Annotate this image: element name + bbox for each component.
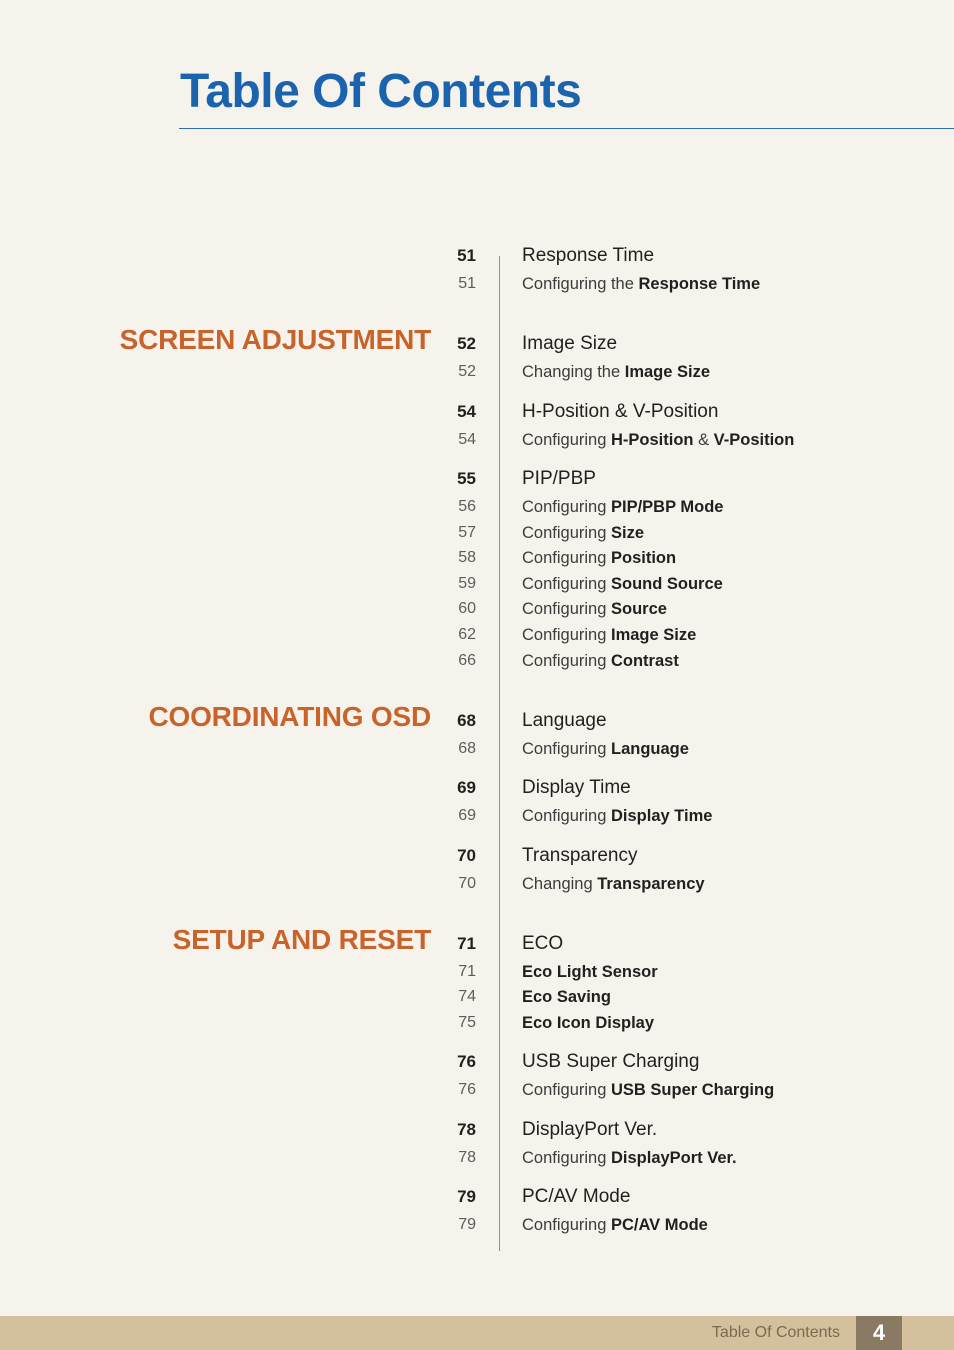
section-heading-setup-and-reset: SETUP AND RESET bbox=[172, 924, 431, 955]
toc-page-number: 69 bbox=[458, 807, 476, 824]
toc-entry-label: Configuring PIP/PBP Mode bbox=[522, 498, 724, 516]
toc-entry-label: Eco Icon Display bbox=[522, 1014, 655, 1032]
toc-page-number: 51 bbox=[458, 275, 476, 292]
page-title: Table Of Contents bbox=[180, 65, 582, 118]
toc-page-number: 58 bbox=[458, 549, 476, 566]
toc-subentry-row[interactable] bbox=[0, 272, 954, 296]
toc-subentry-row[interactable] bbox=[0, 546, 954, 570]
toc-entry-label: PC/AV Mode bbox=[522, 1186, 631, 1207]
toc-heading-row[interactable] bbox=[0, 400, 954, 424]
toc-entry-label: USB Super Charging bbox=[522, 1051, 700, 1072]
toc-entry-label: Configuring Source bbox=[522, 600, 667, 618]
toc-entry-label: Configuring Display Time bbox=[522, 807, 713, 825]
section-heading-coordinating-osd: COORDINATING OSD bbox=[148, 701, 431, 732]
toc-page-number: 79 bbox=[457, 1187, 476, 1206]
toc-page-number: 69 bbox=[457, 778, 476, 797]
toc-page-number: 59 bbox=[458, 575, 476, 592]
toc-page-number: 68 bbox=[457, 711, 476, 730]
toc-heading-row[interactable] bbox=[0, 932, 954, 956]
toc-subentry-row[interactable] bbox=[0, 960, 954, 984]
toc-entry-label: Configuring USB Super Charging bbox=[522, 1081, 775, 1099]
toc-entry-label: Changing the Image Size bbox=[522, 363, 711, 381]
title-rule bbox=[179, 128, 954, 129]
toc-page-number: 52 bbox=[457, 334, 476, 353]
toc-heading-row[interactable] bbox=[0, 244, 954, 268]
toc-subentry-row[interactable] bbox=[0, 428, 954, 452]
toc-page-number: 52 bbox=[458, 363, 476, 380]
toc-entry-label: Configuring Contrast bbox=[522, 652, 679, 670]
toc-page-number: 55 bbox=[457, 469, 476, 488]
toc-entry-label: Language bbox=[522, 710, 607, 731]
toc-heading-row[interactable] bbox=[0, 844, 954, 868]
toc-page-number: 76 bbox=[458, 1081, 476, 1098]
toc-page-number: 74 bbox=[458, 988, 476, 1005]
toc-page-number: 70 bbox=[457, 846, 476, 865]
toc-heading-row[interactable] bbox=[0, 1185, 954, 1209]
toc-entry-label: Response Time bbox=[522, 245, 655, 266]
toc-entry-label: ECO bbox=[522, 933, 564, 954]
toc-entry-label: DisplayPort Ver. bbox=[522, 1119, 658, 1140]
toc-page-number: 56 bbox=[458, 498, 476, 515]
toc-page-number: 54 bbox=[458, 431, 476, 448]
toc-subentry-row[interactable] bbox=[0, 804, 954, 828]
toc-entry-label: Configuring Sound Source bbox=[522, 575, 723, 593]
toc-entry-label: Configuring H-Position & V-Position bbox=[522, 431, 795, 449]
toc-subentry-row[interactable] bbox=[0, 597, 954, 621]
page-number: 4 bbox=[856, 1316, 902, 1350]
toc-subentry-row[interactable] bbox=[0, 1078, 954, 1102]
toc-subentry-row[interactable] bbox=[0, 649, 954, 673]
toc-page-number: 78 bbox=[457, 1120, 476, 1139]
toc-entry-label: Configuring DisplayPort Ver. bbox=[522, 1149, 737, 1167]
toc-page-number: 66 bbox=[458, 652, 476, 669]
toc-heading-row[interactable] bbox=[0, 709, 954, 733]
toc-page-number: 57 bbox=[458, 524, 476, 541]
toc-subentry-row[interactable] bbox=[0, 1213, 954, 1237]
toc-entry-label: PIP/PBP bbox=[522, 468, 596, 489]
toc-entry-label: Image Size bbox=[522, 333, 618, 354]
toc-page-number: 70 bbox=[458, 875, 476, 892]
toc-entry-label: Display Time bbox=[522, 777, 631, 798]
toc-page-number: 79 bbox=[458, 1216, 476, 1233]
section-heading-screen-adjustment: SCREEN ADJUSTMENT bbox=[119, 324, 431, 355]
toc-subentry-row[interactable] bbox=[0, 737, 954, 761]
toc-entry-label: Configuring the Response Time bbox=[522, 275, 761, 293]
toc-subentry-row[interactable] bbox=[0, 360, 954, 384]
toc-entry-label: Configuring PC/AV Mode bbox=[522, 1216, 708, 1234]
toc-page-number: 51 bbox=[457, 246, 476, 265]
footer-bar bbox=[0, 1316, 954, 1350]
toc-entry-label: Configuring Language bbox=[522, 740, 689, 758]
toc-heading-row[interactable] bbox=[0, 332, 954, 356]
toc-page-number: 76 bbox=[457, 1052, 476, 1071]
toc-subentry-row[interactable] bbox=[0, 1011, 954, 1035]
toc-page-number: 71 bbox=[457, 934, 476, 953]
toc-page-number: 78 bbox=[458, 1149, 476, 1166]
toc-heading-row[interactable] bbox=[0, 467, 954, 491]
toc-entry-label: Configuring Size bbox=[522, 524, 645, 542]
toc-subentry-row[interactable] bbox=[0, 872, 954, 896]
toc-entry-label: Transparency bbox=[522, 845, 638, 866]
toc-heading-row[interactable] bbox=[0, 776, 954, 800]
toc-page-number: 71 bbox=[458, 963, 476, 980]
toc-subentry-row[interactable] bbox=[0, 623, 954, 647]
toc-entry-label: Eco Light Sensor bbox=[522, 963, 658, 981]
toc-entry-label: Changing Transparency bbox=[522, 875, 705, 893]
toc-page-number: 68 bbox=[458, 740, 476, 757]
toc-subentry-row[interactable] bbox=[0, 495, 954, 519]
toc-subentry-row[interactable] bbox=[0, 985, 954, 1009]
toc-subentry-row[interactable] bbox=[0, 521, 954, 545]
toc-subentry-row[interactable] bbox=[0, 572, 954, 596]
footer-label: Table Of Contents bbox=[711, 1324, 840, 1341]
toc-page-number: 62 bbox=[458, 626, 476, 643]
toc-entry-label: Configuring Image Size bbox=[522, 626, 697, 644]
toc-entry-label: Eco Saving bbox=[522, 988, 611, 1006]
toc-heading-row[interactable] bbox=[0, 1050, 954, 1074]
toc-page-number: 75 bbox=[458, 1014, 476, 1031]
toc-heading-row[interactable] bbox=[0, 1118, 954, 1142]
toc-subentry-row[interactable] bbox=[0, 1146, 954, 1170]
toc-entry-label: H-Position & V-Position bbox=[522, 401, 719, 422]
toc-page-number: 60 bbox=[458, 600, 476, 617]
toc-entry-label: Configuring Position bbox=[522, 549, 677, 567]
toc-page-number: 54 bbox=[457, 402, 476, 421]
